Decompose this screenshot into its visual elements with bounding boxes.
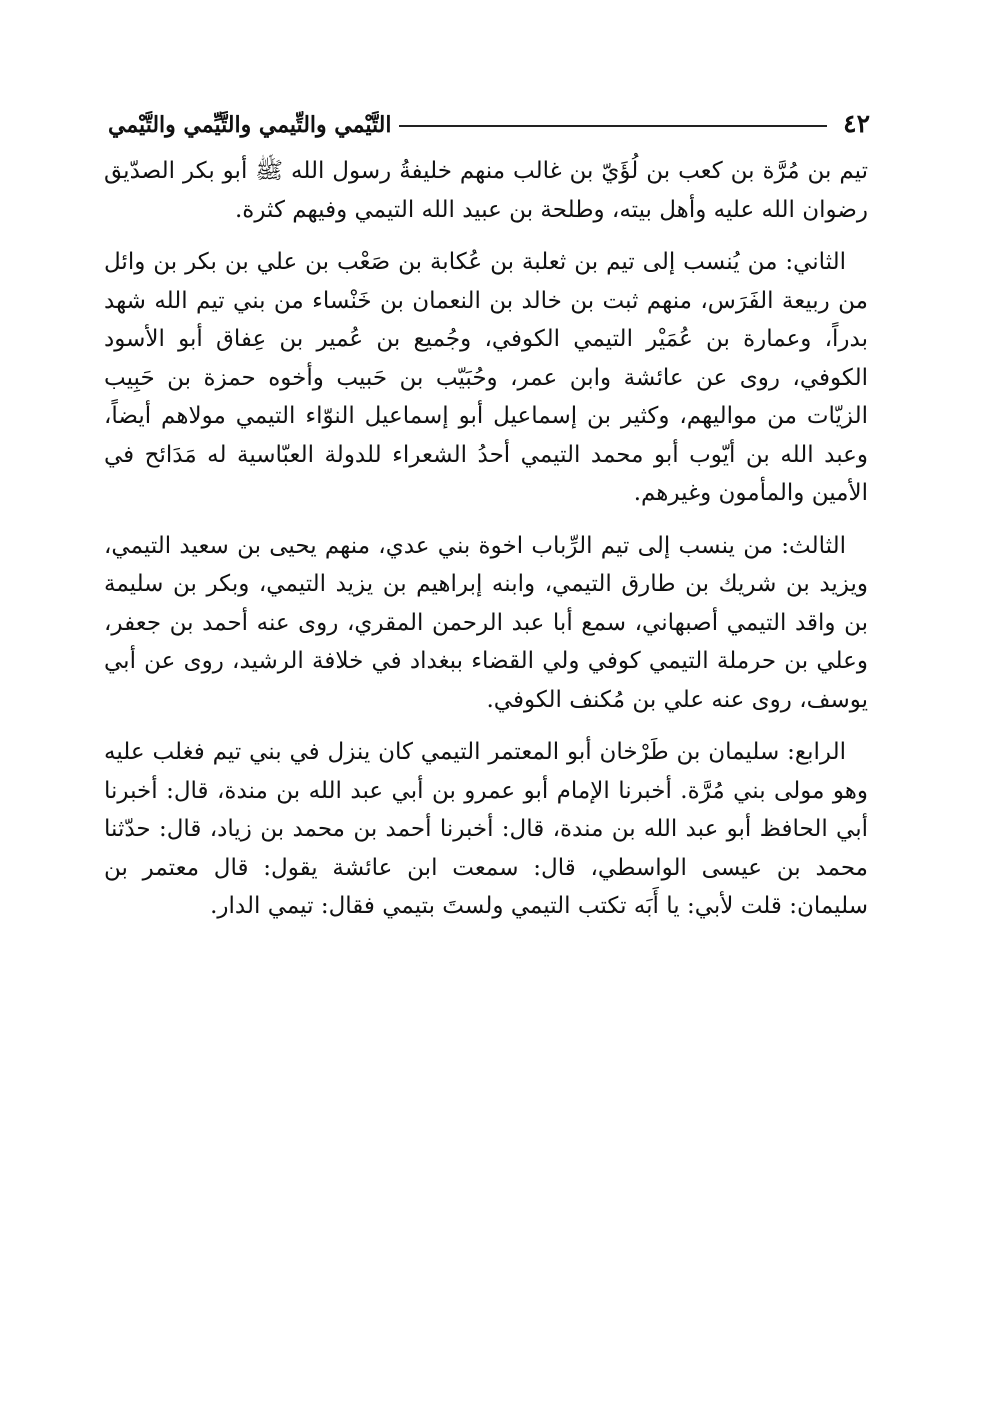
- paragraph-third: الثالث: من ينسب إلى تيم الرِّباب اخوة بني عدي، منهم يحيى بن سعيد التيمي، ويزيد بن شريك بن طارق التيمي، وابنه إبراهيم بن يزيد التيمي، وبكر بن سليمة بن واقد التيمي أصبهاني، سمع أبا عبد الرحمن المقري، روى عنه أحمد بن جعفر، وعلي بن حرملة التيمي كوفي ولي القضاء ببغداد في خلافة الرشيد، روى عن أبي يوسف، روى عنه علي بن مُكنف الكوفي.: [104, 532, 868, 713]
- page-header: [108, 96, 870, 136]
- paragraph-fourth: الرابع: سليمان بن طَرْخان أبو المعتمر التيمي كان ينزل في بني تيم فغلب عليه وهو مولى بني مُرَّة. أخبرنا الإمام أبو عمرو بن أبي عبد الله بن مندة، قال: أخبرنا أبي الحافظ أبو عبد الله بن مندة، قال: أخبرنا أحمد بن محمد بن زياد، قال: حدّثنا محمد بن عيسى الواسطي، قال: سمعت ابن عائشة يقول: قال معتمر بن سليمان: قلت لأبي: يا أَبَه تكتب التيمي ولستَ بتيمي فقال: تيمي الدار.: [104, 739, 868, 919]
- page-body: [104, 152, 868, 940]
- running-title: التَّيْمي والتِّيمي والتَّيِّمي والتَّيْمي: [108, 112, 392, 138]
- paragraph-second: الثاني: من يُنسب إلى تيم بن ثعلبة بن عُكابة بن صَعْب بن علي بن بكر بن وائل من ربيعة الفَرَس، منهم ثبت بن خالد بن النعمان بن خَنْساء من بني تيم الله شهد بدراً، وعمارة بن عُمَيْر التيمي الكوفي، وجُميع بن عُمير بن عِفاق أبو الأسود الكوفي، روى عن عائشة وابن عمر، وحُبَيّب بن حَبيب وأخوه حمزة بن حَبِيب الزيّات من مواليهم، وكثير بن إسماعيل أبو إسماعيل النوّاء التيمي مولاهم أيضاً، وعبد الله بن أيّوب أبو محمد التيمي أحدُ الشعراء للدولة العبّاسية له مَدَائح في الأمين والمأمون وغيرهم.: [104, 249, 868, 506]
- paragraph-intro: تيم بن مُرَّة بن كعب بن لُؤَيّ بن غالب منهم خليفةُ رسول الله ﷺ أبو بكر الصدّيق رضوان الله عليه وأهل بيته، وطلحة بن عبيد الله التيمي وفيهم كثرة.: [104, 158, 868, 223]
- header-rule: [399, 125, 827, 127]
- page-number: ٤٢: [843, 109, 870, 138]
